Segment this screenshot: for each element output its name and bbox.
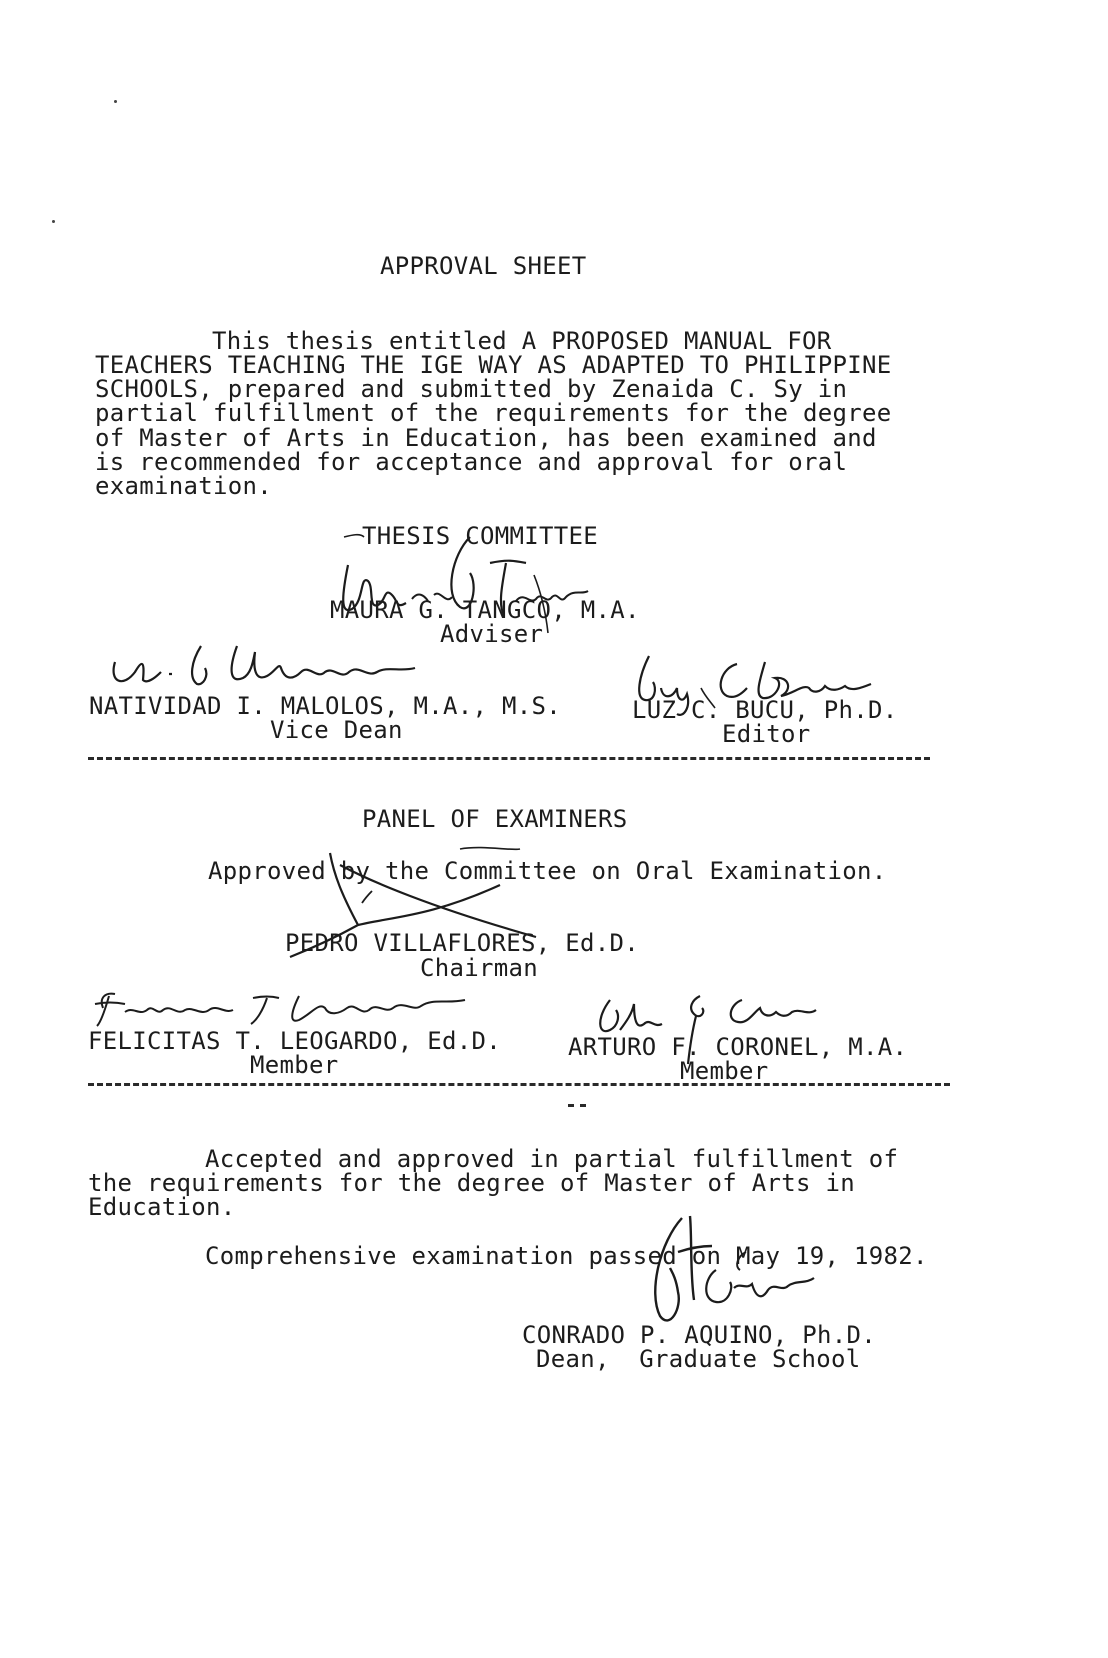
comprehensive-exam-line: Comprehensive examination passed on May 19, 1982. — [205, 1242, 928, 1270]
panel-statement: Approved by the Committee on Oral Examination. — [208, 857, 887, 885]
intro-line: TEACHERS TEACHING THE IGE WAY AS ADAPTED TO PHILIPPINE — [95, 351, 892, 379]
vice-dean-signature — [105, 632, 435, 696]
editor-name: LUZ C. BUCU, Ph.D. — [632, 696, 898, 724]
adviser-name: MAURA G. TANGCO, M.A. — [330, 596, 640, 624]
panel-divider-stub — [568, 1104, 586, 1107]
committee-divider — [88, 757, 930, 760]
dean-title: Dean, Graduate School — [536, 1345, 861, 1373]
chairman-role: Chairman — [420, 954, 538, 982]
member1-role: Member — [250, 1051, 339, 1079]
document-title: APPROVAL SHEET — [380, 252, 587, 280]
intro-line: This thesis entitled A PROPOSED MANUAL FOR — [212, 327, 832, 355]
dean-name: CONRADO P. AQUINO, Ph.D. — [522, 1321, 876, 1349]
editor-role: Editor — [722, 720, 811, 748]
intro-line: SCHOOLS, prepared and submitted by Zenaida C. Sy in — [95, 375, 848, 403]
intro-line: is recommended for acceptance and approval for oral — [95, 448, 848, 476]
member2-role: Member — [680, 1057, 769, 1085]
scan-speck — [114, 100, 117, 103]
chairman-name: PEDRO VILLAFLORES, Ed.D. — [285, 929, 639, 957]
scan-speck — [52, 220, 55, 223]
acceptance-line: Education. — [88, 1193, 236, 1221]
vice-dean-role: Vice Dean — [270, 716, 403, 744]
acceptance-line: the requirements for the degree of Master of Arts in — [88, 1169, 855, 1197]
acceptance-line: Accepted and approved in partial fulfillment of — [205, 1145, 899, 1173]
intro-line: examination. — [95, 472, 272, 500]
adviser-role: Adviser — [440, 620, 544, 648]
panel-heading: PANEL OF EXAMINERS — [362, 805, 628, 833]
member1-name: FELICITAS T. LEOGARDO, Ed.D. — [88, 1027, 501, 1055]
intro-line: partial fulfillment of the requirements for the degree — [95, 399, 892, 427]
member2-name: ARTURO F. CORONEL, M.A. — [568, 1033, 908, 1061]
panel-divider — [88, 1083, 950, 1086]
intro-line: of Master of Arts in Education, has been examined and — [95, 424, 877, 452]
vice-dean-name: NATIVIDAD I. MALOLOS, M.A., M.S. — [89, 692, 561, 720]
committee-heading: THESIS COMMITTEE — [362, 522, 598, 550]
